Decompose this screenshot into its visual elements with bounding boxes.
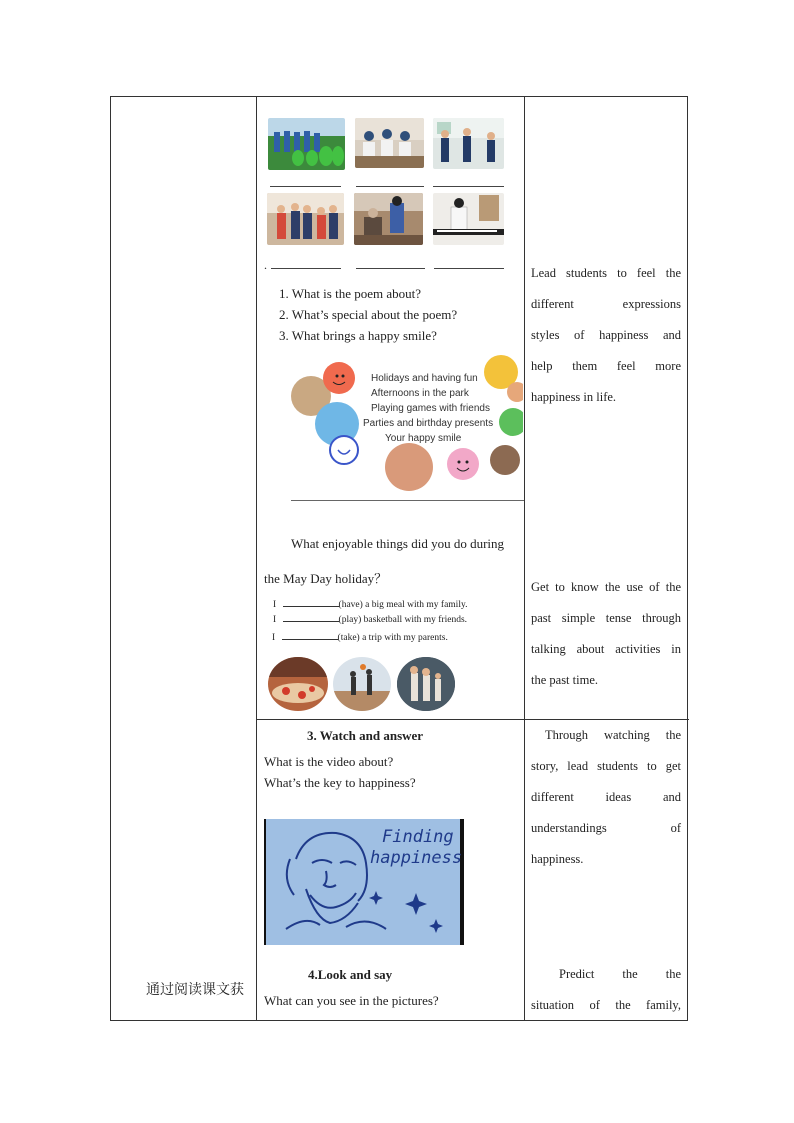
answer-line-5: [356, 268, 425, 269]
photo-piano: [433, 193, 504, 245]
video-thumbnail[interactable]: [264, 819, 464, 945]
note1-line-4: help them feel more: [531, 359, 681, 373]
sentence-1-text: (have) a big meal with my family.: [338, 600, 468, 610]
note3-line-4: understandings of: [531, 821, 681, 835]
column-divider-2: [524, 97, 525, 1020]
note2-line-2: past simple tense through: [531, 611, 681, 625]
poem-text: [363, 371, 494, 446]
sentence-2: [273, 615, 467, 625]
poem-divider: [291, 500, 524, 501]
answer-line-6: [434, 268, 504, 269]
photo-classroom-help: [433, 118, 504, 169]
note4-line-2: situation of the family,: [531, 998, 681, 1012]
note1-line-3: styles of happiness and: [531, 328, 681, 342]
sentence-1-blank: [283, 606, 339, 607]
sentence-3-blank: [282, 639, 338, 640]
left-cell-text: 通过阅读课文获: [146, 982, 244, 998]
sentence-2-subject: I: [273, 615, 277, 625]
sentence-1-subject: I: [273, 600, 277, 610]
sentence-3-text: (take) a trip with my parents.: [337, 633, 448, 643]
question-1: 1. What is the poem about?: [279, 286, 422, 301]
sentence-2-blank: [283, 621, 339, 622]
poem-line-1: Holidays and having fun: [371, 373, 478, 384]
look-question-1: What can you see in the pictures?: [264, 993, 439, 1008]
answer-line-4: [271, 268, 341, 269]
photo-students-studying: [355, 118, 424, 168]
answer-line-1: [270, 186, 341, 187]
photo-family-meal: [268, 657, 328, 711]
poem-line-5: Your happy smile: [385, 433, 462, 444]
poem-line-4: Parties and birthday presents: [363, 418, 494, 429]
note1-line-2: different expressions: [531, 297, 681, 311]
photo-students-talking: [267, 193, 344, 245]
prompt-line-1: What enjoyable things did you do during: [291, 536, 505, 551]
video-title-line-1: Finding: [382, 827, 454, 847]
video-title: [370, 827, 463, 869]
note3-line-2: story, lead students to get: [531, 759, 681, 773]
photo-helping-elderly: [354, 193, 423, 245]
sentence-3: [272, 633, 448, 643]
prompt-line-2: the May Day holiday？: [264, 571, 388, 586]
video-title-line-2: happiness: [370, 848, 463, 868]
note2-line-3: talking about activities in: [531, 642, 681, 656]
watch-question-1: What is the video about?: [264, 754, 394, 769]
sentence-3-subject: I: [272, 633, 276, 643]
note3-line-1: Through watching the: [545, 728, 681, 742]
note3-line-5: happiness.: [531, 852, 584, 866]
note-happiness: [531, 258, 681, 413]
column-divider-1: [256, 97, 257, 1020]
note1-line-5: happiness in life.: [531, 390, 617, 404]
poem-line-2: Afternoons in the park: [371, 388, 469, 399]
photo-basketball: [333, 657, 391, 711]
poem-image: [289, 352, 523, 492]
note-past-tense: [531, 572, 681, 696]
question-2: 2. What’s special about the poem?: [279, 307, 458, 322]
note1-line-1: Lead students to feel the: [531, 266, 681, 280]
sentence-1: [273, 600, 467, 610]
poem-line-3: Playing games with friends: [371, 403, 490, 414]
look-heading: 4.Look and say: [308, 967, 393, 982]
note-watching: [531, 720, 681, 875]
watch-heading: 3. Watch and answer: [307, 728, 424, 743]
note4-line-1: Predict the the: [559, 967, 681, 981]
note2-line-4: the past time.: [531, 673, 598, 687]
note-predict: [531, 959, 681, 1021]
question-3: 3. What brings a happy smile?: [279, 328, 437, 343]
answer-line-3: [433, 186, 504, 187]
bullet-dot: .: [264, 258, 267, 272]
sentence-2-text: (play) basketball with my friends.: [338, 615, 468, 625]
watch-question-2: What’s the key to happiness?: [264, 775, 416, 790]
photo-family-trip: [397, 657, 455, 711]
photo-students-exercise: [268, 118, 345, 170]
answer-line-2: [356, 186, 424, 187]
note3-line-3: different ideas and: [531, 790, 681, 804]
note2-line-1: Get to know the use of the: [531, 580, 681, 594]
